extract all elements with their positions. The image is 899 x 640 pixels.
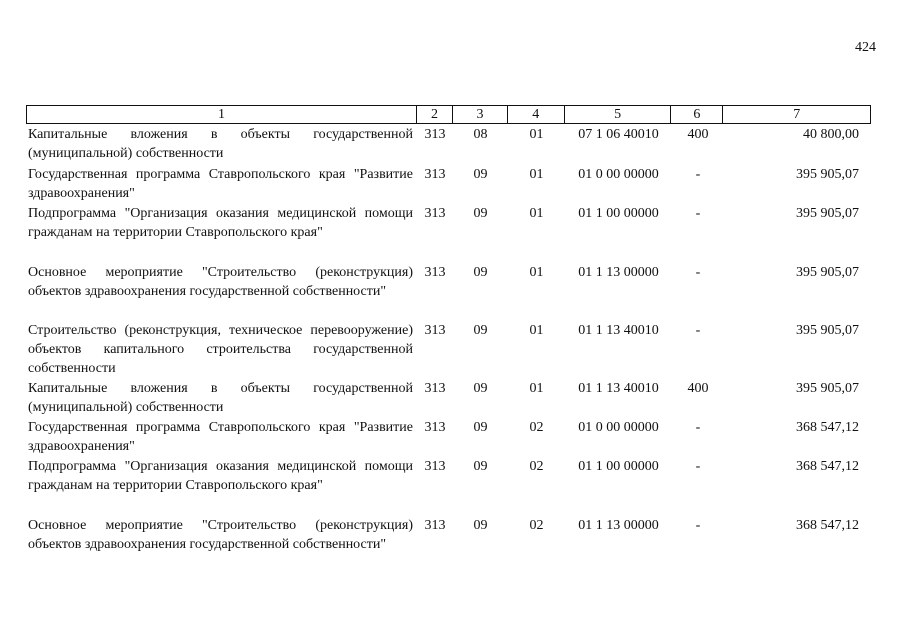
row-col2: 313 bbox=[424, 167, 446, 182]
row-col6: 400 bbox=[687, 127, 709, 142]
row-col6: - bbox=[695, 323, 701, 338]
row-name: Строительство (реконструкция, техническое перевооружение) объектов капитального строительства государственной собственности bbox=[28, 323, 413, 376]
row-name: Капитальные вложения в объекты государственной (муниципальной) собственности bbox=[28, 381, 413, 415]
page-number: 424 bbox=[855, 40, 876, 55]
row-col6: - bbox=[695, 518, 701, 533]
row-col5: 01 0 00 00000 bbox=[578, 167, 659, 182]
row-col4: 01 bbox=[529, 381, 544, 396]
row-amount: 395 905,07 bbox=[796, 265, 859, 280]
row-col2: 313 bbox=[424, 518, 446, 533]
row-col2: 313 bbox=[424, 459, 446, 474]
row-col4: 02 bbox=[529, 420, 544, 435]
row-name: Государственная программа Ставропольского края "Развитие здравоохранения" bbox=[28, 167, 413, 201]
column-header-3: 3 bbox=[453, 106, 508, 123]
column-header-7: 7 bbox=[793, 107, 801, 122]
row-col3: 09 bbox=[473, 167, 488, 182]
row-col5: 01 1 00 00000 bbox=[578, 459, 659, 474]
row-col3: 09 bbox=[473, 381, 488, 396]
column-header-6: 6 bbox=[671, 106, 723, 123]
row-name: Подпрограмма "Организация оказания медицинской помощи гражданам на территории Ставропольского края" bbox=[28, 206, 413, 240]
row-name: Основное мероприятие "Строительство (реконструкция) объектов здравоохранения государственной собственности" bbox=[28, 265, 413, 299]
column-header-1: 1 bbox=[27, 106, 417, 123]
row-col5: 01 1 00 00000 bbox=[578, 206, 659, 221]
row-amount: 40 800,00 bbox=[803, 127, 859, 142]
table-header-row bbox=[26, 105, 871, 124]
row-col4: 02 bbox=[529, 518, 544, 533]
row-col2: 313 bbox=[424, 127, 446, 142]
row-col6: - bbox=[695, 167, 701, 182]
row-col2: 313 bbox=[424, 381, 446, 396]
row-col3: 09 bbox=[473, 206, 488, 221]
row-amount: 395 905,07 bbox=[796, 381, 859, 396]
row-amount: 368 547,12 bbox=[796, 459, 859, 474]
table-row bbox=[26, 263, 871, 301]
row-name: Государственная программа Ставропольского края "Развитие здравоохранения" bbox=[28, 420, 413, 454]
row-col6: - bbox=[695, 206, 701, 221]
row-col6: - bbox=[695, 265, 701, 280]
row-col3: 09 bbox=[473, 518, 488, 533]
row-col4: 01 bbox=[529, 323, 544, 338]
row-col3: 08 bbox=[473, 127, 488, 142]
row-amount: 395 905,07 bbox=[796, 323, 859, 338]
row-col3: 09 bbox=[473, 420, 488, 435]
column-header-5: 5 bbox=[565, 106, 672, 123]
row-col2: 313 bbox=[424, 323, 446, 338]
row-col4: 01 bbox=[529, 206, 544, 221]
row-col6: 400 bbox=[687, 381, 709, 396]
table-row bbox=[26, 204, 871, 242]
row-amount: 395 905,07 bbox=[796, 167, 859, 182]
table-row bbox=[26, 457, 871, 495]
row-col3: 09 bbox=[473, 265, 488, 280]
row-name: Основное мероприятие "Строительство (реконструкция) объектов здравоохранения государственной собственности" bbox=[28, 518, 413, 552]
row-col3: 09 bbox=[473, 323, 488, 338]
row-col2: 313 bbox=[424, 265, 446, 280]
row-col2: 313 bbox=[424, 206, 446, 221]
table-row bbox=[26, 516, 871, 554]
row-name: Подпрограмма "Организация оказания медицинской помощи гражданам на территории Ставропольского края" bbox=[28, 459, 413, 493]
row-amount: 395 905,07 bbox=[796, 206, 859, 221]
table-row bbox=[26, 321, 871, 378]
table-row bbox=[26, 165, 871, 203]
row-col6: - bbox=[695, 420, 701, 435]
row-col4: 01 bbox=[529, 167, 544, 182]
row-col4: 01 bbox=[529, 265, 544, 280]
row-col5: 01 1 13 00000 bbox=[578, 265, 659, 280]
table-row bbox=[26, 125, 871, 163]
row-col4: 01 bbox=[529, 127, 544, 142]
column-header-2: 2 bbox=[417, 106, 453, 123]
column-header-4: 4 bbox=[508, 106, 565, 123]
table-row bbox=[26, 379, 871, 417]
row-amount: 368 547,12 bbox=[796, 518, 859, 533]
row-amount: 368 547,12 bbox=[796, 420, 859, 435]
row-name: Капитальные вложения в объекты государственной (муниципальной) собственности bbox=[28, 127, 413, 161]
row-col5: 01 1 13 00000 bbox=[578, 518, 659, 533]
table-row bbox=[26, 418, 871, 456]
row-col5: 01 1 13 40010 bbox=[578, 381, 659, 396]
row-col5: 01 0 00 00000 bbox=[578, 420, 659, 435]
row-col4: 02 bbox=[529, 459, 544, 474]
row-col2: 313 bbox=[424, 420, 446, 435]
row-col5: 07 1 06 40010 bbox=[578, 127, 659, 142]
row-col6: - bbox=[695, 459, 701, 474]
row-col5: 01 1 13 40010 bbox=[578, 323, 659, 338]
row-col3: 09 bbox=[473, 459, 488, 474]
